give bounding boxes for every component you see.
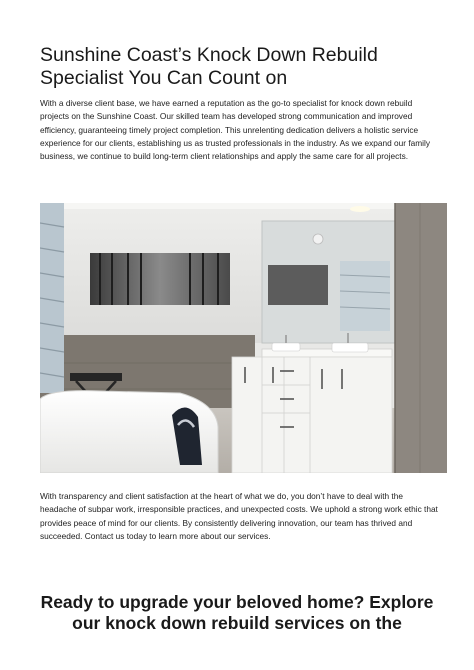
cta-line-1: Ready to upgrade your beloved home? Explore — [40, 592, 434, 612]
title-line-2: Specialist You Can Count on — [40, 67, 288, 89]
page-title — [40, 44, 440, 90]
closing-paragraph: With transparency and client satisfaction at the heart of what we do, you don’t have to deal with the headache of subpar work, irresponsible practices, and unexpected costs. We uphold a strong work ethic that provides peace of mind for our clients. By consistently delivering innovation, our team has thrived and succeeded. Contact us today to learn more about our services. — [40, 491, 438, 541]
intro-paragraph: With a diverse client base, we have earned a reputation as the go-to specialist for knock down rebuild projects on the Sunshine Coast. Our skilled team has developed strong communication and improved efficiency, guaranteeing timely project completion. This unrelenting dedication delivers a holistic service experience for our clients, establishing us as trusted professionals in the industry. As we expand our family business, we continue to build long-term client relationships and apply the same care for all projects. — [40, 98, 431, 162]
cta-line-2: our knock down rebuild services on the — [72, 613, 402, 633]
bathroom-photo — [40, 203, 447, 473]
cta-heading — [40, 592, 434, 634]
title-line-1: Sunshine Coast’s Knock Down Rebuild — [40, 44, 378, 66]
vanity — [232, 357, 392, 473]
